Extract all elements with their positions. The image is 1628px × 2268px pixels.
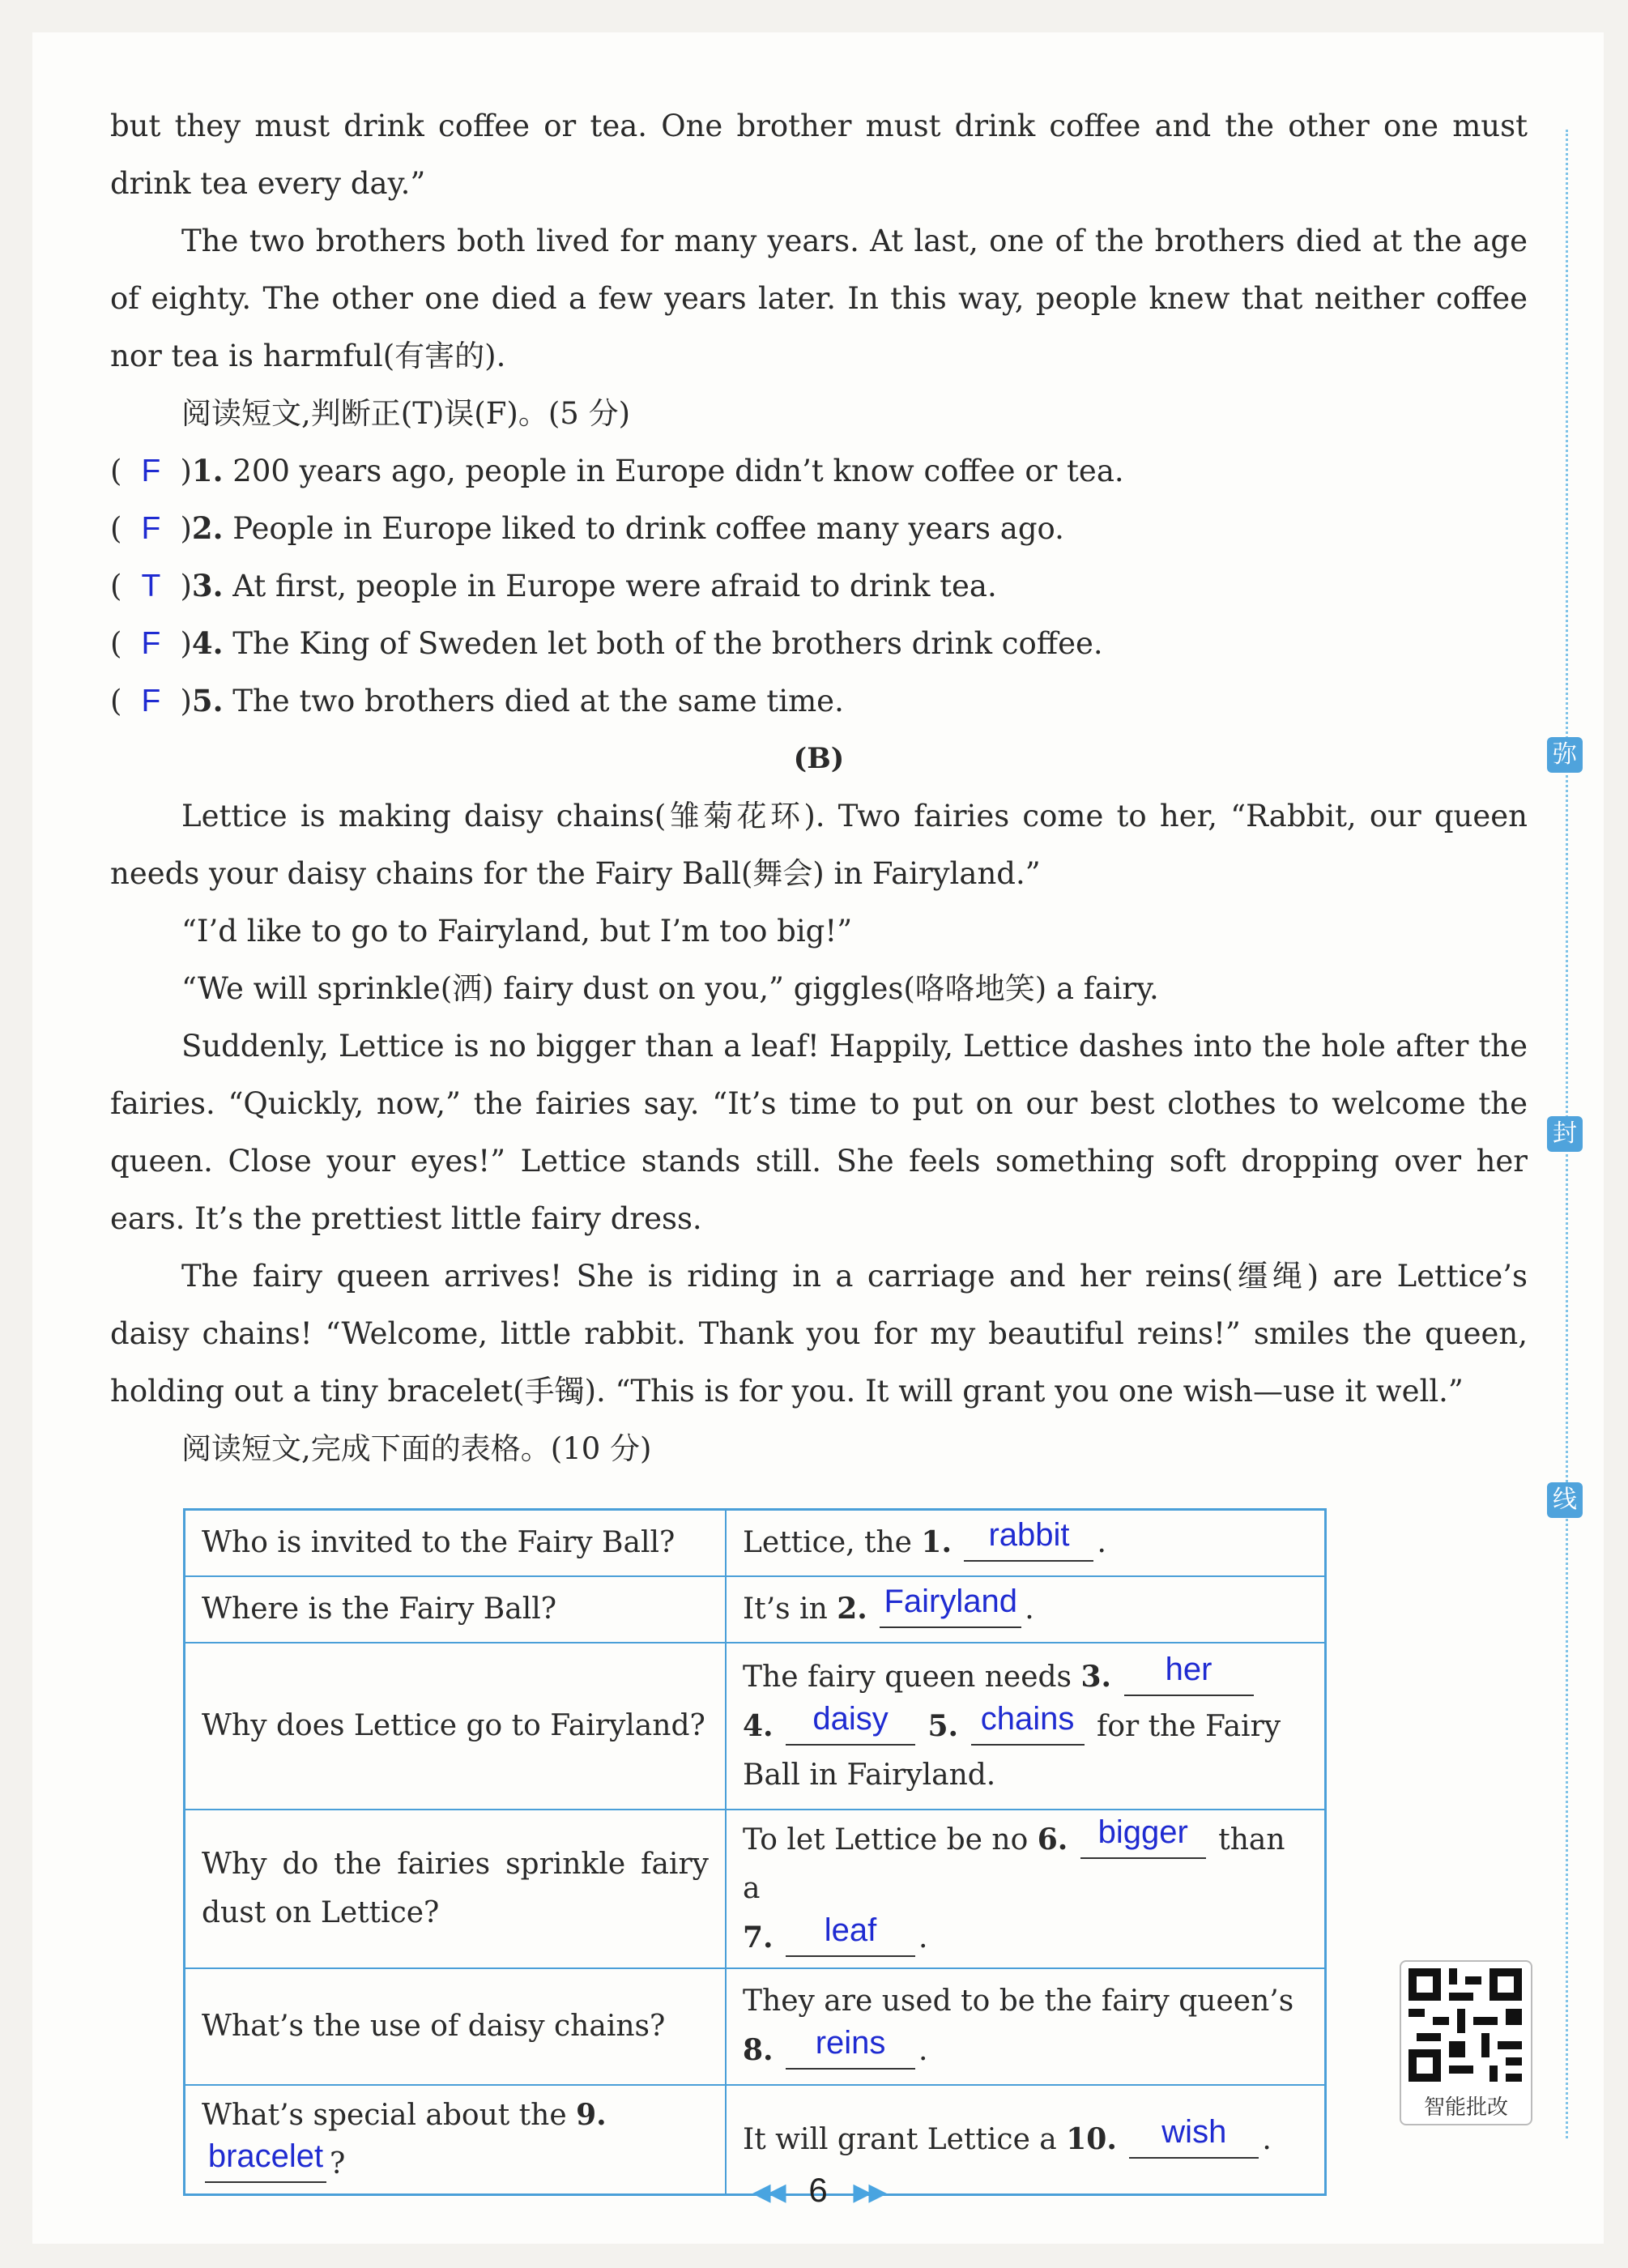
passage-a-instruction: 阅读短文,判断正(T)误(F)。(5 分) bbox=[181, 396, 631, 431]
qr-code-icon bbox=[1409, 1968, 1522, 2082]
tf-answer-5: F bbox=[141, 684, 161, 718]
true-false-list bbox=[110, 442, 1528, 730]
passage-b-paragraph-2: “I’d like to go to Fairyland, but I’m too big!” bbox=[181, 914, 853, 949]
qr-label: 智能批改 bbox=[1423, 2095, 1508, 2120]
table-row bbox=[185, 1576, 1326, 1643]
table-answer-cell: It’s in 2. Fairyland . bbox=[726, 1576, 1326, 1643]
fill-answer-8: reins bbox=[815, 2025, 886, 2061]
table-question: Who is invited to the Fairy Ball? bbox=[185, 1510, 727, 1576]
previous-page-icon[interactable]: ◀◀ bbox=[752, 2179, 783, 2206]
table-answer-cell: It will grant Lettice a 10. wish . bbox=[726, 2085, 1326, 2195]
next-page-icon[interactable]: ▶▶ bbox=[853, 2179, 884, 2206]
table-row bbox=[185, 1810, 1326, 1968]
fill-answer-4: daisy bbox=[812, 1700, 889, 1737]
passage-a-tail: but they must drink coffee or tea. One brother must drink coffee and the other one must drink tea every day.” bbox=[110, 109, 1528, 201]
page-content bbox=[110, 32, 1528, 1477]
page-number: 6 bbox=[808, 2171, 828, 2209]
table-question: Why do the fairies sprinkle fairy dust on Lettice? bbox=[185, 1810, 727, 1968]
tf-question-1: ( F )1. 200 years ago, people in Europe didn’t know coffee or tea. bbox=[110, 442, 1528, 500]
fill-answer-10: wish bbox=[1161, 2113, 1227, 2150]
table-answer-cell: To let Lettice be no 6. bigger than a 7. leaf . bbox=[726, 1810, 1326, 1968]
tf-question-5: ( F )5. The two brothers died at the same time. bbox=[110, 672, 1528, 730]
fill-answer-7: leaf bbox=[824, 1912, 877, 1948]
table-question: Why does Lettice go to Fairyland? bbox=[185, 1643, 727, 1810]
answer-table bbox=[183, 1508, 1327, 2196]
tf-question-4: ( F )4. The King of Sweden let both of the brothers drink coffee. bbox=[110, 615, 1528, 672]
tf-question-2: ( F )2. People in Europe liked to drink coffee many years ago. bbox=[110, 500, 1528, 557]
table-row bbox=[185, 1968, 1326, 2085]
fill-answer-1: rabbit bbox=[988, 1517, 1070, 1554]
passage-b-paragraph-3: “We will sprinkle(洒) fairy dust on you,” giggles(咯咯地笑) a fairy. bbox=[181, 971, 1159, 1006]
section-b-label: (B) bbox=[793, 742, 845, 775]
tf-answer-4: F bbox=[141, 626, 161, 661]
table-question: What’s the use of daisy chains? bbox=[185, 1968, 727, 2085]
tf-answer-2: F bbox=[141, 511, 161, 546]
passage-b-paragraph-5: The fairy queen arrives! She is riding in a carriage and her reins(缰绳) are Lettice’s daisy chains! “Welcome, little rabbit. Thank you for my beautiful reins!” smiles the queen, holding out a tiny bracelet(手镯). “This is for you. It will grant you one wish—use it well.” bbox=[110, 1259, 1528, 1409]
workbook-page bbox=[32, 32, 1604, 2244]
table-answer-cell: They are used to be the fairy queen’s 8. reins . bbox=[726, 1968, 1326, 2085]
binding-tab-xian: 线 bbox=[1547, 1482, 1583, 1518]
table-question: Where is the Fairy Ball? bbox=[185, 1576, 727, 1643]
fill-answer-3: her bbox=[1165, 1651, 1212, 1687]
fill-answer-9: bracelet bbox=[207, 2138, 324, 2174]
table-answer-cell: Lettice, the 1. rabbit . bbox=[726, 1510, 1326, 1576]
fill-answer-5: chains bbox=[980, 1700, 1075, 1737]
table-answer-cell: The fairy queen needs 3. her 4. daisy 5. chains for the Fairy Ball in Fairyland. bbox=[726, 1643, 1326, 1810]
tf-question-3: ( T )3. At first, people in Europe were afraid to drink tea. bbox=[110, 557, 1528, 615]
tf-answer-1: F bbox=[141, 454, 161, 488]
fill-answer-2: Fairyland bbox=[884, 1584, 1017, 1619]
passage-b-paragraph-1: Lettice is making daisy chains(雏菊花环). Two fairies come to her, “Rabbit, our queen needs your daisy chains for the Fairy Ball(舞会) in Fairyland.” bbox=[110, 799, 1528, 891]
passage-b-instruction: 阅读短文,完成下面的表格。(10 分) bbox=[181, 1431, 652, 1466]
binding-tab-feng: 封 bbox=[1547, 1116, 1583, 1152]
tf-answer-3: T bbox=[141, 569, 161, 603]
table-question: What’s special about the 9. bracelet ? bbox=[185, 2085, 727, 2195]
fill-answer-6: bigger bbox=[1097, 1814, 1188, 1850]
passage-a-paragraph-2: The two brothers both lived for many years. At last, one of the brothers died at the age of eighty. The other one died a few years later. In this way, people knew that neither coffee nor tea is harmful(有害的). bbox=[110, 224, 1528, 373]
passage-b-paragraph-4: Suddenly, Lettice is no bigger than a leaf! Happily, Lettice dashes into the hole after the fairies. “Quickly, now,” the fairies say. “It’s time to put on our best clothes to welcome the queen. Close your eyes!” Lettice stands still. She feels something soft dropping over her ears. It’s the prettiest little fairy dress. bbox=[110, 1029, 1528, 1236]
qr-code[interactable] bbox=[1400, 1960, 1532, 2125]
table-row bbox=[185, 1510, 1326, 1576]
binding-tab-mi: 弥 bbox=[1547, 737, 1583, 773]
page-footer bbox=[32, 2171, 1604, 2210]
table-row bbox=[185, 1643, 1326, 1810]
